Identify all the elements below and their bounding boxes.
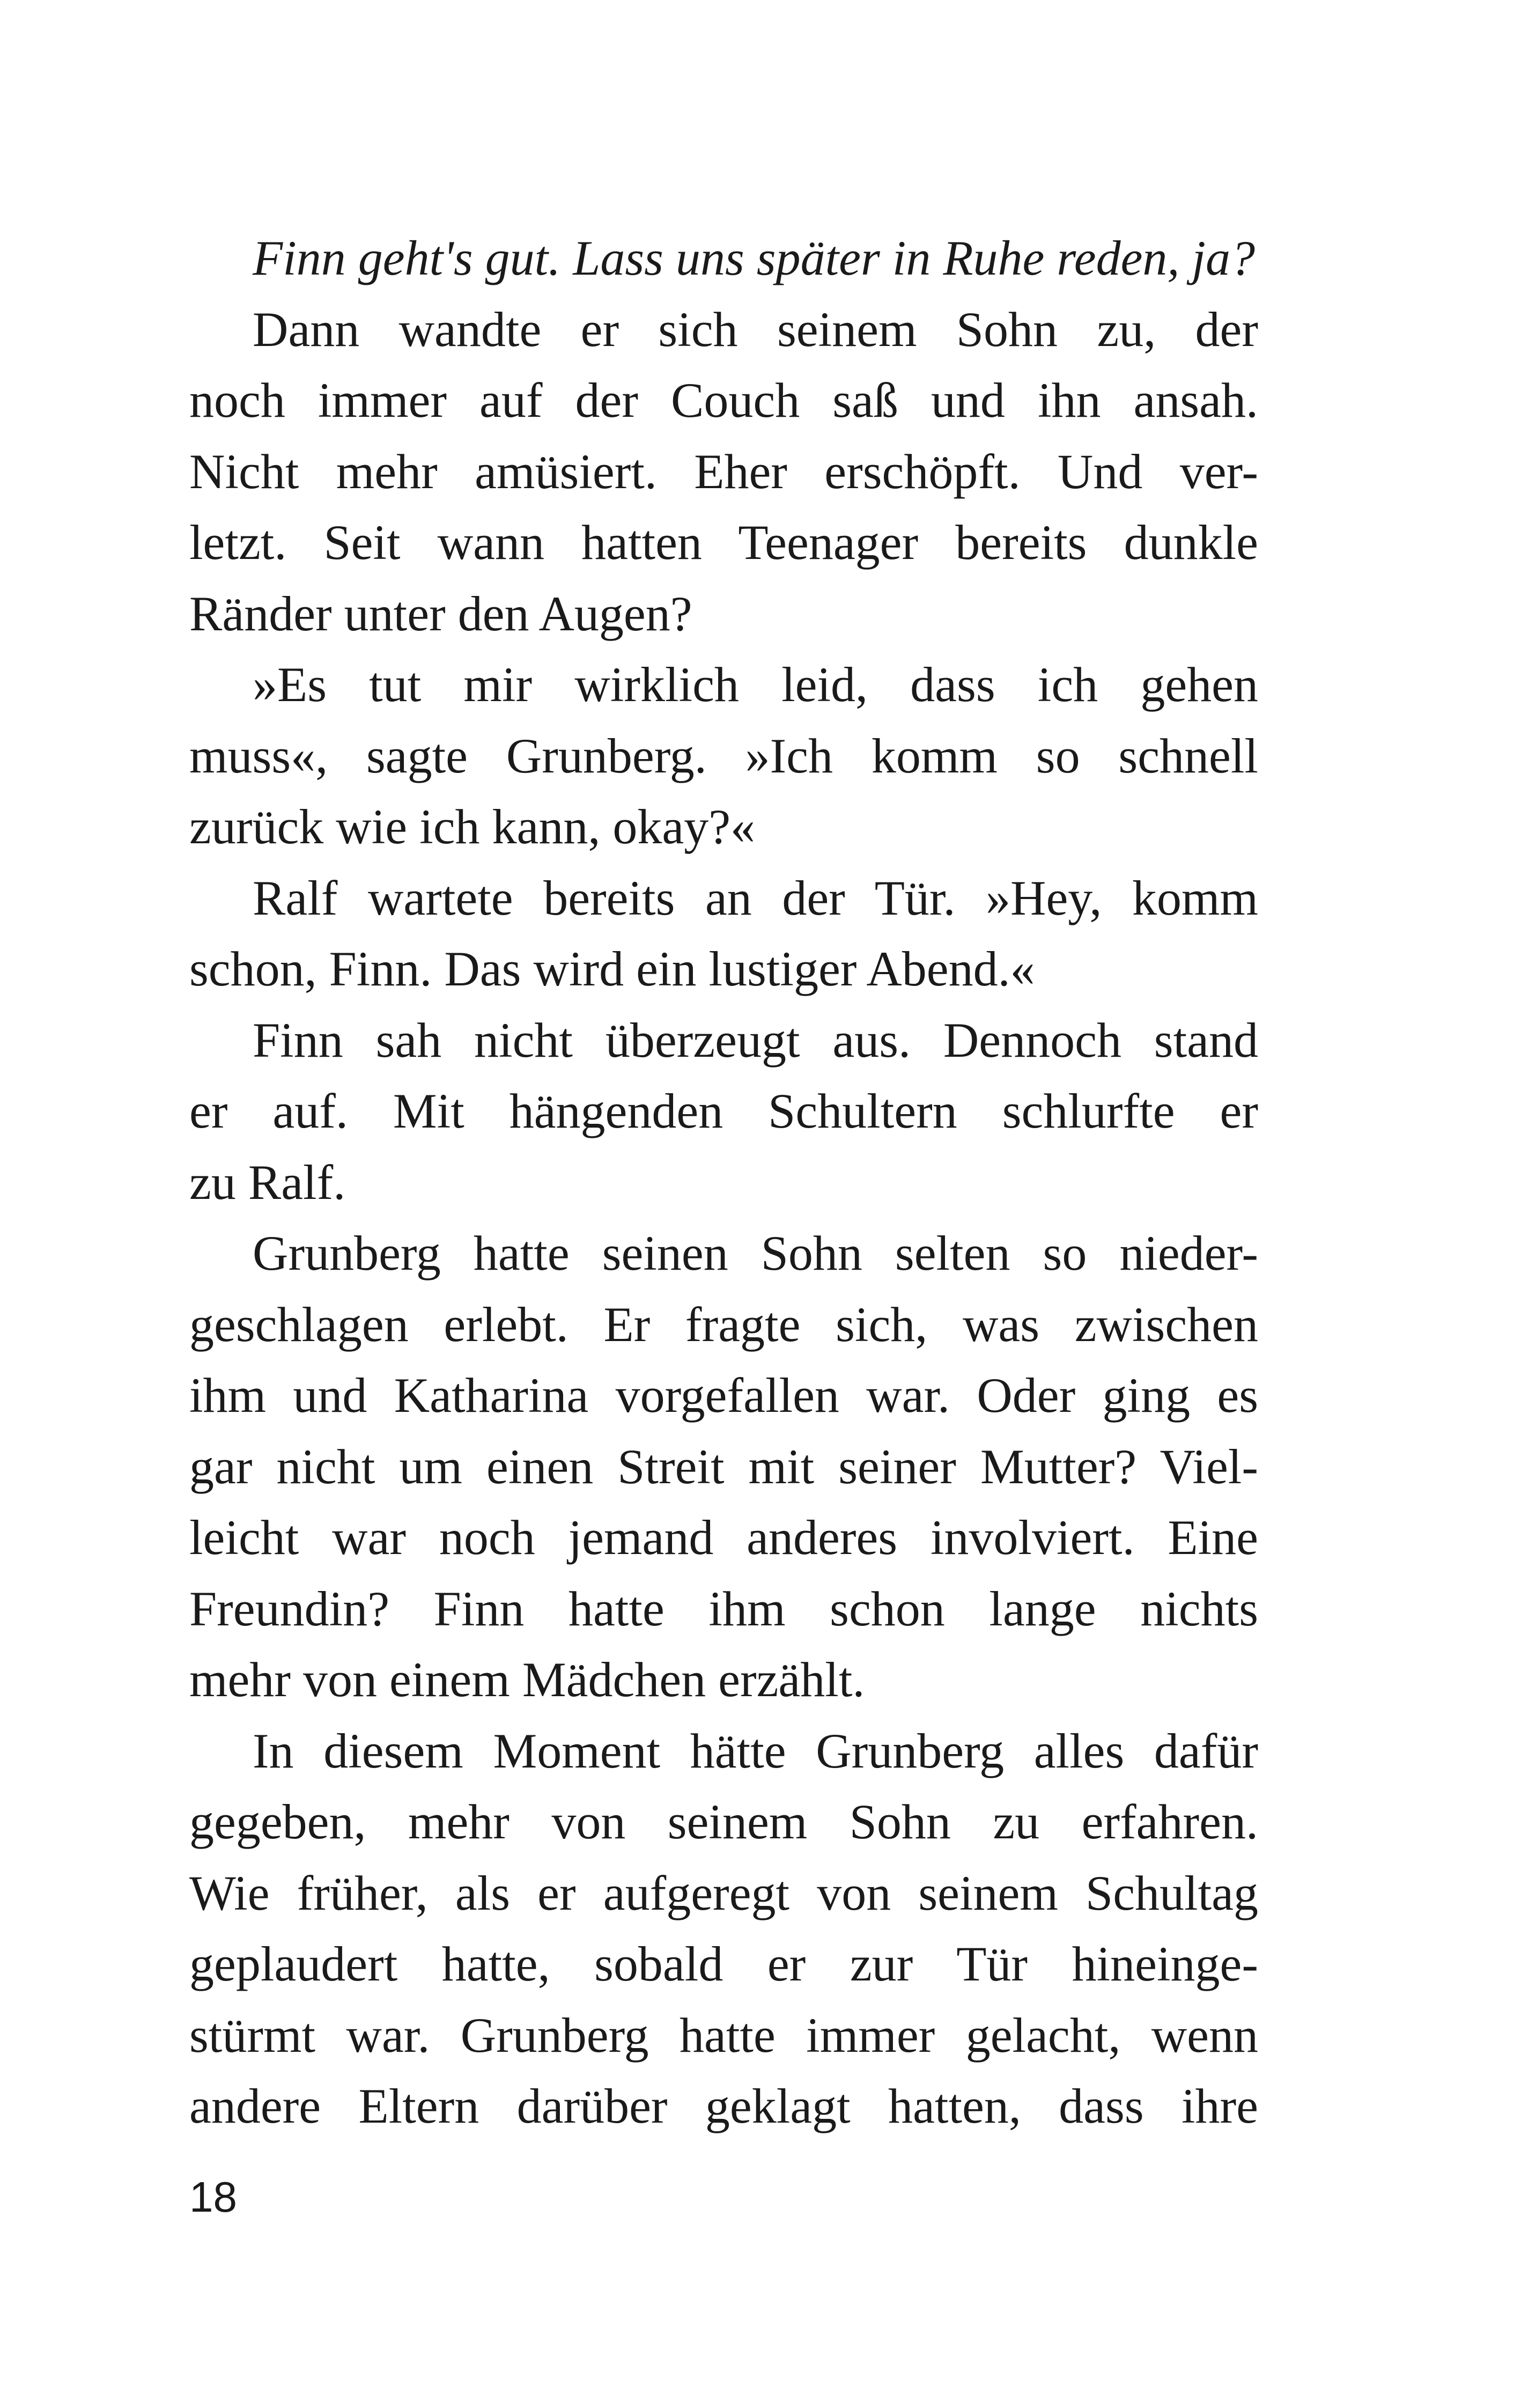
page-number: 18 (189, 2173, 237, 2221)
text-line: gar nicht um einen Streit mit seiner Mutter? Viel- (189, 1439, 1258, 1494)
text-line: schon, Finn. Das wird ein lustiger Abend.« (189, 941, 1035, 996)
text-line: stürmt war. Grunberg hatte immer gelacht, wenn (189, 2007, 1258, 2063)
text-line: andere Eltern darüber geklagt hatten, dass ihre (189, 2079, 1258, 2133)
text-line: Grunberg hatte seinen Sohn selten so nieder- (253, 1226, 1258, 1280)
text-line: Ränder unter den Augen? (189, 586, 692, 641)
text-line: »Es tut mir wirklich leid, dass ich gehen (253, 657, 1258, 712)
text-line: Nicht mehr amüsiert. Eher erschöpft. Und ver- (189, 444, 1258, 499)
text-line: geschlagen erlebt. Er fragte sich, was zwischen (189, 1297, 1258, 1352)
text-line: muss«, sagte Grunberg. »Ich komm so schnell (189, 728, 1258, 783)
text-line: leicht war noch jemand anderes involviert. Eine (189, 1510, 1258, 1565)
text-line: In diesem Moment hätte Grunberg alles dafür (253, 1723, 1258, 1778)
text-line: Dann wandte er sich seinem Sohn zu, der (253, 301, 1258, 357)
text-line: gegeben, mehr von seinem Sohn zu erfahren. (189, 1794, 1258, 1849)
text-line: mehr von einem Mädchen erzählt. (189, 1652, 865, 1707)
text-line: Freundin? Finn hatte ihm schon lange nichts (189, 1581, 1258, 1636)
text-line: geplaudert hatte, sobald er zur Tür hineinge- (189, 1936, 1258, 1991)
text-line: ihm und Katharina vorgefallen war. Oder ging es (189, 1368, 1258, 1423)
text-line: er auf. Mit hängenden Schultern schlurfte er (189, 1084, 1258, 1138)
text-line: Ralf wartete bereits an der Tür. »Hey, komm (253, 870, 1258, 925)
text-line: noch immer auf der Couch saß und ihn ansah. (189, 373, 1258, 428)
text-line: letzt. Seit wann hatten Teenager bereits dunkle (189, 515, 1258, 570)
text-line: Finn geht's gut. Lass uns später in Ruhe reden, ja? (253, 231, 1255, 285)
body-text (189, 223, 1258, 2142)
text-line: Wie früher, als er aufgeregt von seinem Schultag (189, 1865, 1258, 1920)
text-line: Finn sah nicht überzeugt aus. Dennoch stand (253, 1012, 1258, 1067)
text-line: zu Ralf. (189, 1154, 346, 1210)
text-line: zurück wie ich kann, okay?« (189, 799, 756, 854)
